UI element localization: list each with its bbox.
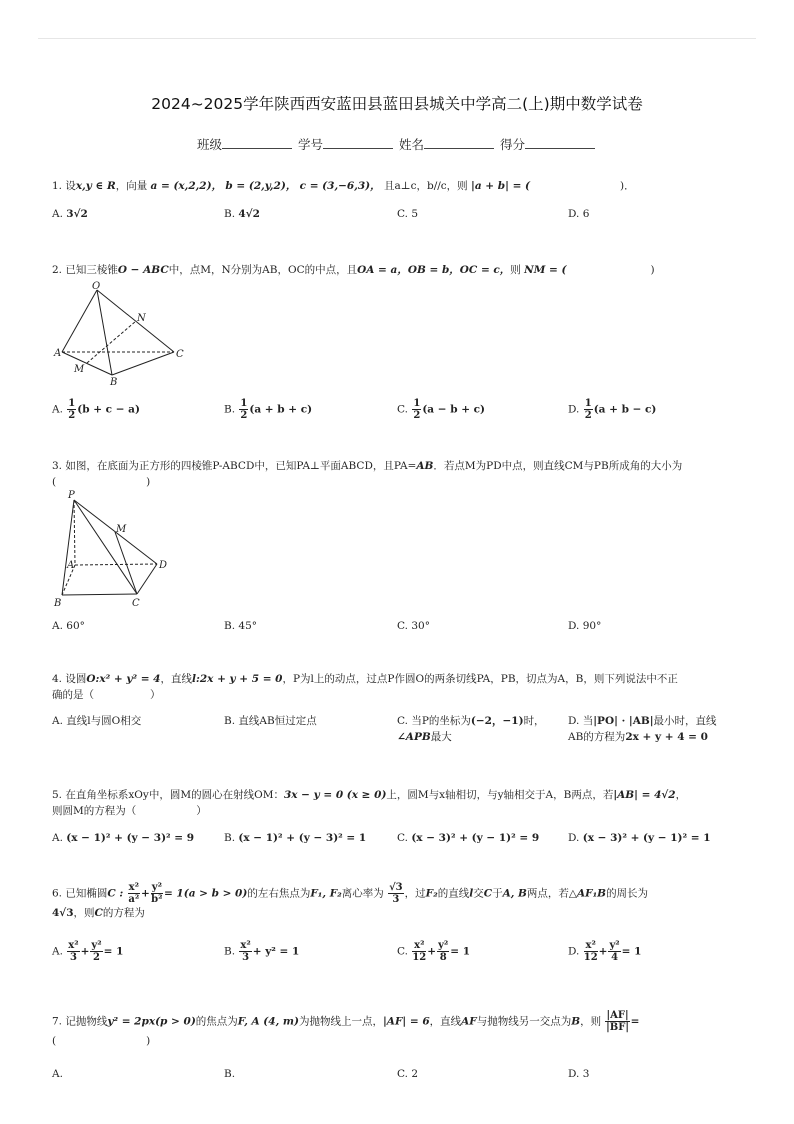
student-info-line: [0, 135, 794, 153]
question-5-stem-line2: 则圆M的方程为（ ）: [52, 805, 207, 817]
question-4: [52, 671, 742, 703]
tetrahedron-figure: [52, 280, 192, 390]
question-1-stem: 1. 设x,y ∈ R，向量 a = (x,2,2)， b = (2,y,2)， c = (3,−6,3)， 且a⊥c，b//c，则 |a + b| = ( )．: [52, 180, 635, 192]
option-b[interactable]: B.: [224, 1068, 236, 1080]
question-7-stem: 7. 记抛物线y² = 2px(p > 0)的焦点为F, A (4, m)为抛物线上一点，|AF| = 6，直线AF与抛物线另一交点为B，则 $\frac{|AF|}{|BF|}$ =: [52, 1010, 640, 1033]
header-rule: [38, 38, 756, 39]
label-n: N: [137, 313, 146, 324]
question-7: [52, 1010, 742, 1049]
question-3-stem-line2: ( ): [52, 476, 151, 488]
score-label: 得分: [499, 137, 525, 152]
question-6-options: [52, 940, 752, 974]
option-b[interactable]: B. 4√2: [224, 208, 260, 220]
question-4-options: [52, 713, 752, 753]
label-c: C: [132, 598, 140, 609]
question-2-options: [52, 398, 752, 432]
class-blank[interactable]: [222, 136, 292, 149]
question-5-stem: 5. 在直角坐标系xOy中，圆M的圆心在射线OM：3x − y = 0 (x ≥ 0)上，圆M与x轴相切，与y轴相交于A，B两点，若|AB| = 4√2，: [52, 789, 687, 801]
label-o: O: [92, 281, 101, 292]
option-c[interactable]: C. (x − 3)² + (y − 1)² = 9: [397, 832, 540, 844]
question-7-options: [52, 1066, 752, 1100]
question-2-stem: 2. 已知三棱锥O − ABC中，点M，N分别为AB，OC的中点，且OA = a，OB = b，OC = c，则 NM = ( ): [52, 264, 655, 276]
pyramid-figure: [52, 490, 182, 610]
class-label: 班级: [196, 137, 222, 152]
label-a: A: [54, 348, 62, 359]
option-a[interactable]: A. $\frac{\text{x²}}{3}$ + $\frac{\text{y²}}{2}$ = 1: [52, 940, 124, 963]
number-label: 学号: [297, 137, 323, 152]
question-3-stem: 3. 如图，在底面为正方形的四棱锥P-ABCD中，已知PA⊥平面ABCD，且PA=AB．若点M为PD中点，则直线CM与PB所成角的大小为: [52, 460, 683, 472]
option-c[interactable]: C. $\frac{\text{x²}}{12}$ + $\frac{\text{y²}}{8}$ = 1: [397, 940, 471, 963]
option-d[interactable]: D. 6: [568, 208, 590, 220]
option-c[interactable]: C. 30°: [397, 620, 430, 632]
option-d[interactable]: D. 3: [568, 1068, 590, 1080]
option-d[interactable]: D. $\frac{1}{2}$ (a + b − c): [568, 398, 657, 421]
label-b: B: [110, 377, 118, 388]
label-m: M: [74, 364, 85, 375]
label-m: M: [116, 524, 127, 535]
question-1: [52, 178, 742, 194]
question-6: [52, 882, 742, 921]
option-c[interactable]: C. 2: [397, 1068, 419, 1080]
question-6-stem: 6. 已知椭圆C : $\frac{\text{x²}}{\text{a²}}$ + $\frac{\text{y²}}{\text{b²}}$ = 1(a > b > 0)的左右焦点为F₁, F₂离心率为 $\frac{√3}{3}$ ，过F₂的直线l交C于A, B两点，若△AF₁B的周长为: [52, 882, 649, 905]
question-5-options: [52, 830, 752, 864]
question-3-options: [52, 618, 752, 652]
label-c: C: [176, 349, 184, 360]
name-label: 姓名: [398, 137, 424, 152]
number-blank[interactable]: [323, 136, 393, 149]
option-b[interactable]: B. $\frac{1}{2}$ (a + b + c): [224, 398, 313, 421]
option-d[interactable]: D. $\frac{\text{x²}}{12}$ + $\frac{\text{y²}}{4}$ = 1: [568, 940, 642, 963]
question-1-options: [52, 206, 752, 240]
question-6-stem-line2: 4√3，则C的方程为: [52, 907, 145, 919]
option-c[interactable]: C. 当P的坐标为(−2，−1)时， ∠APB最大: [397, 715, 545, 743]
option-a[interactable]: A. 直线l与圆O相交: [52, 715, 142, 727]
option-c[interactable]: C. 5: [397, 208, 419, 220]
label-p: P: [68, 490, 75, 501]
option-d[interactable]: D. 90°: [568, 620, 602, 632]
score-blank[interactable]: [525, 136, 595, 149]
option-b[interactable]: B. (x − 1)² + (y − 3)² = 1: [224, 832, 367, 844]
option-d[interactable]: D. 当|PO| · |AB|最小时，直线 AB的方程为2x + y + 4 = 0: [568, 715, 717, 743]
question-3: [52, 458, 742, 490]
option-a[interactable]: A.: [52, 1068, 63, 1080]
label-b: B: [54, 598, 62, 609]
name-blank[interactable]: [424, 136, 494, 149]
question-2: [52, 262, 742, 278]
question-5: [52, 787, 742, 819]
question-7-stem-line2: ( ): [52, 1035, 151, 1047]
option-c[interactable]: C. $\frac{1}{2}$ (a − b + c): [397, 398, 486, 421]
option-b[interactable]: B. $\frac{\text{x²}}{3}$ + y² = 1: [224, 940, 300, 963]
question-4-stem-line2: 确的是（ ）: [52, 689, 161, 701]
option-a[interactable]: A. 60°: [52, 620, 85, 632]
option-b[interactable]: B. 直线AB恒过定点: [224, 715, 317, 727]
question-4-stem: 4. 设圆O:x² + y² = 4，直线l:2x + y + 5 = 0，P为l上的动点，过点P作圆O的两条切线PA，PB，切点为A，B，则下列说法中不正: [52, 673, 678, 685]
option-a[interactable]: A. 3√2: [52, 208, 88, 220]
option-a[interactable]: A. (x − 1)² + (y − 3)² = 9: [52, 832, 195, 844]
label-a: A: [67, 560, 75, 571]
option-b[interactable]: B. 45°: [224, 620, 258, 632]
exam-title: 2024~2025学年陕西西安蓝田县蓝田县城关中学高二(上)期中数学试卷: [151, 95, 643, 113]
option-a[interactable]: A. $\frac{1}{2}$ (b + c − a): [52, 398, 140, 421]
option-d[interactable]: D. (x − 3)² + (y − 1)² = 1: [568, 832, 711, 844]
label-d: D: [159, 560, 168, 571]
